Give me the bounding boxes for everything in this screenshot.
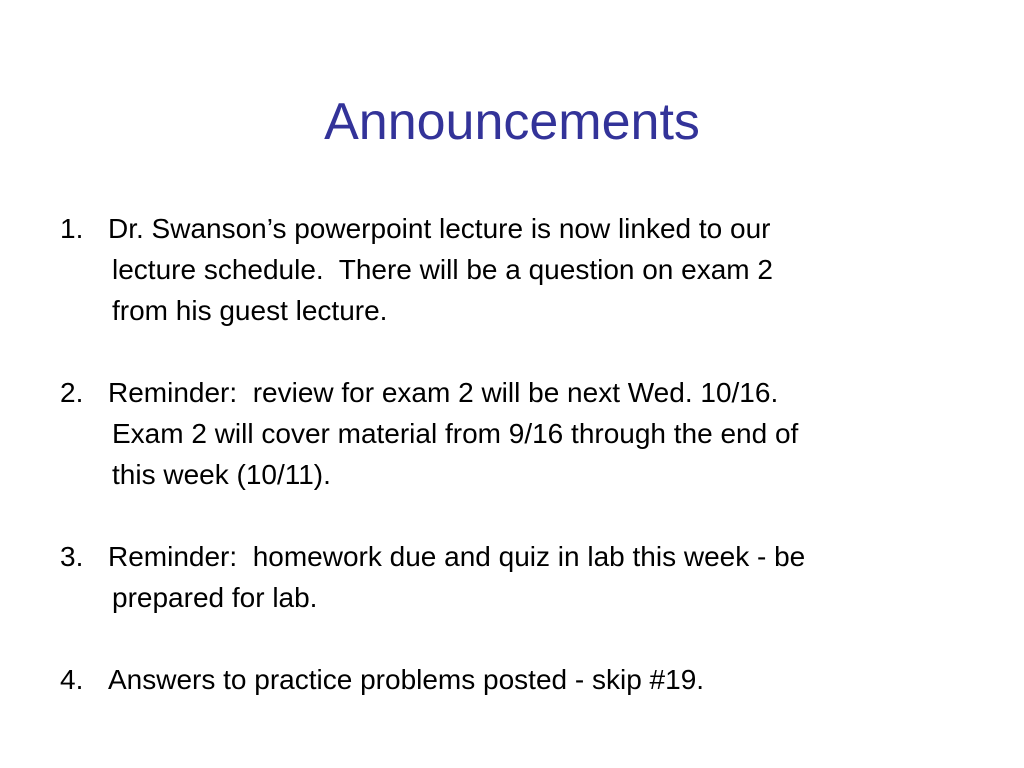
announcement-item-1 (60, 208, 980, 331)
item-line: Reminder: review for exam 2 will be next Wed. 10/16. (108, 377, 779, 408)
item-line: lecture schedule. There will be a question on exam 2 (112, 254, 773, 285)
item-line: Exam 2 will cover material from 9/16 through the end of (112, 418, 799, 449)
announcement-item-3 (60, 536, 980, 618)
item-number: 4. (60, 664, 84, 695)
announcement-list (60, 208, 980, 700)
slide-title: Announcements (324, 93, 700, 151)
announcement-item-4 (60, 659, 980, 700)
item-text (108, 536, 980, 618)
item-line: this week (10/11). (112, 459, 331, 490)
item-text (108, 208, 980, 331)
item-line: Reminder: homework due and quiz in lab this week - be (108, 541, 806, 572)
item-line: prepared for lab. (112, 582, 318, 613)
item-line: Dr. Swanson’s powerpoint lecture is now linked to our (108, 213, 771, 244)
announcement-item-2 (60, 372, 980, 495)
item-number: 3. (60, 541, 84, 572)
item-number: 1. (60, 213, 84, 244)
item-text (108, 659, 980, 700)
item-line: Answers to practice problems posted - skip #19. (108, 664, 705, 695)
item-number: 2. (60, 377, 84, 408)
item-text (108, 372, 980, 495)
item-line: from his guest lecture. (112, 295, 388, 326)
